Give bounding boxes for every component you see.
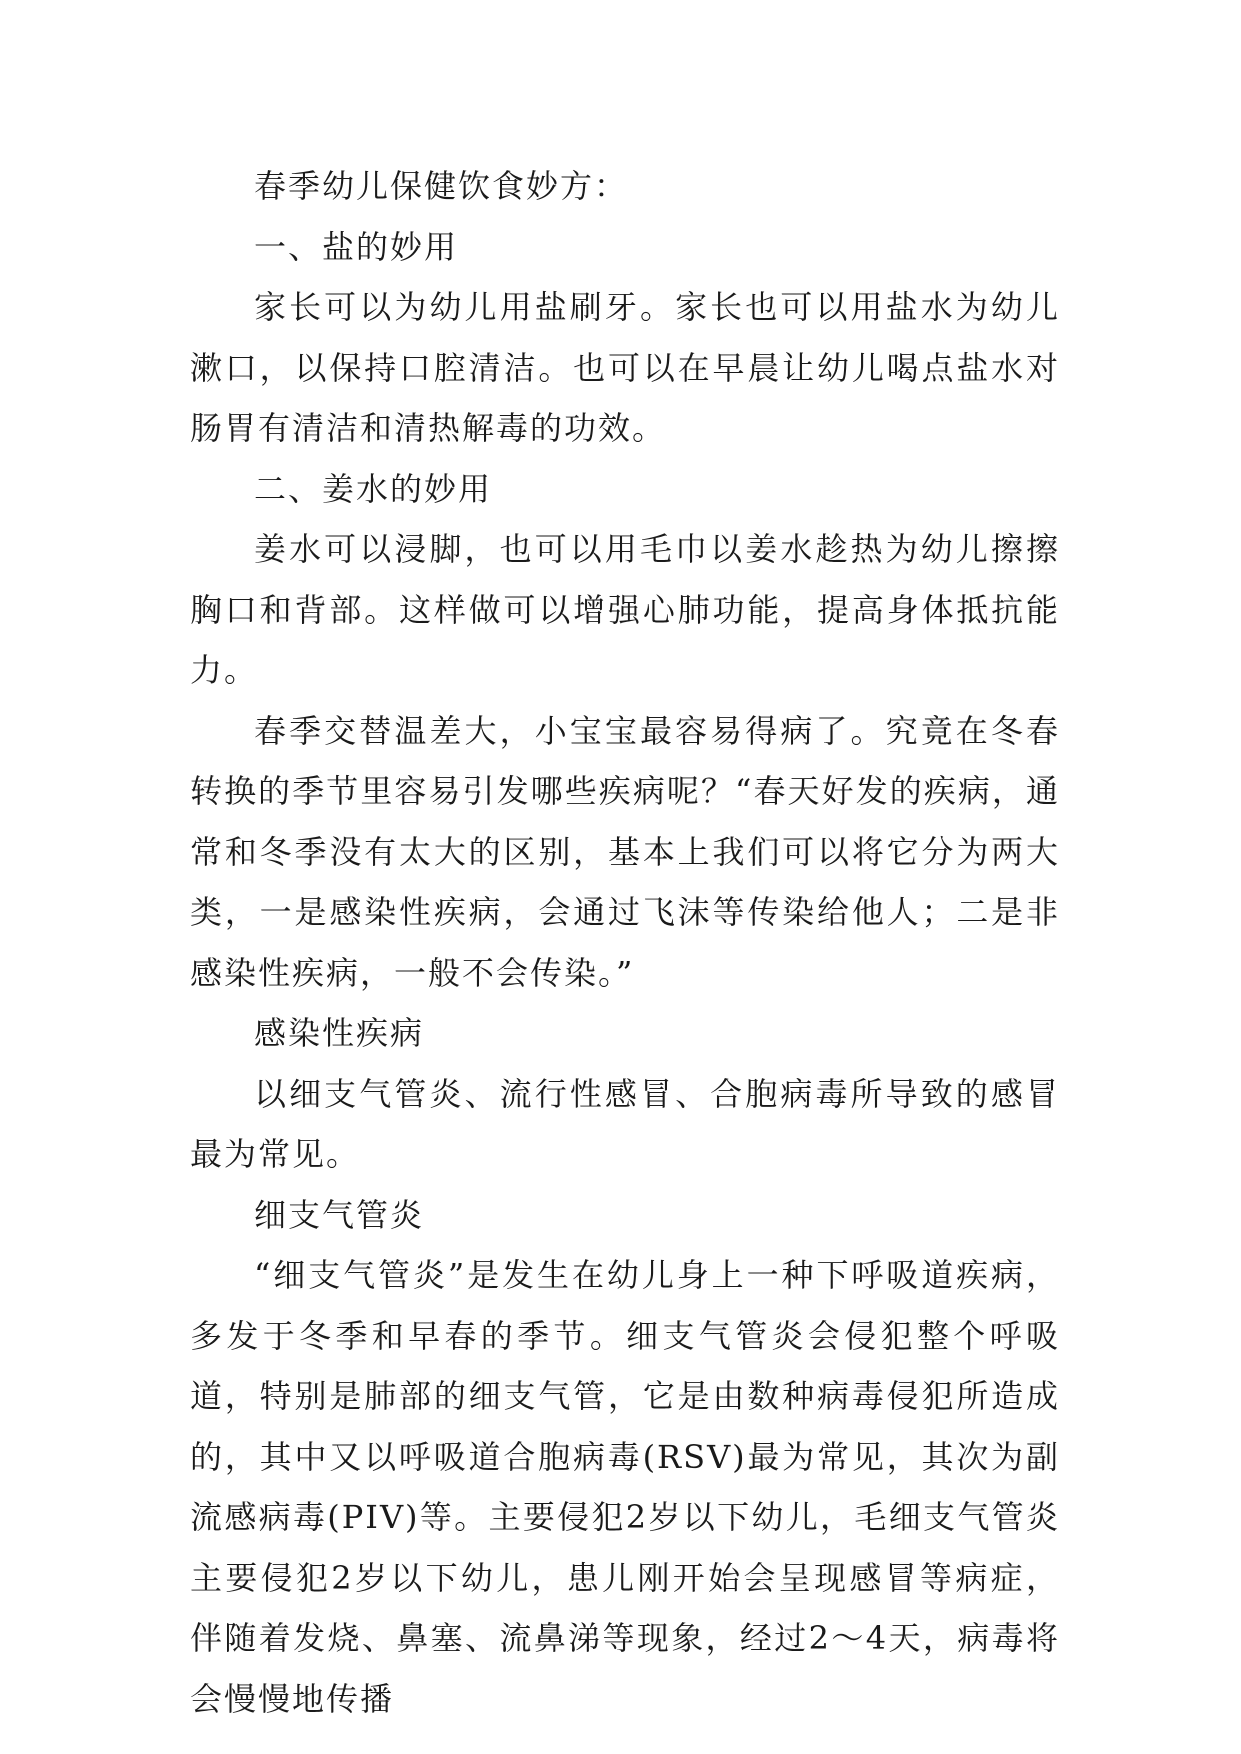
intro-heading: 春季幼儿保健饮食妙方： <box>254 167 629 205</box>
paragraph-salt: 家长可以为幼儿用盐刷牙。家长也可以用盐水为幼儿漱口，以保持口腔清洁。也可以在早晨让幼儿喝点盐水对肠胃有清洁和清热解毒的功效。 <box>190 288 1060 447</box>
document-body <box>190 156 1060 1729</box>
paragraph-infectious: 以细支气管炎、流行性感冒、合胞病毒所导致的感冒最为常见。 <box>190 1074 1060 1173</box>
paragraph-bronchiolitis: “细支气管炎”是发生在幼儿身上一种下呼吸道疾病，多发于冬季和早春的季节。细支气管炎会侵犯整个呼吸道，特别是肺部的细支气管，它是由数种病毒侵犯所造成的，其中又以呼吸道合胞病毒(RSV)最为常见，其次为副流感病毒(PIV)等。主要侵犯2岁以下幼儿，毛细支气管炎主要侵犯2岁以下幼儿，患儿刚开始会呈现感冒等病症，伴随着发烧、鼻塞、流鼻涕等现象，经过2～4天，病毒将会慢慢地传播 <box>190 1256 1060 1718</box>
paragraph-spring-diseases: 春季交替温差大，小宝宝最容易得病了。究竟在冬春转换的季节里容易引发哪些疾病呢？“春天好发的疾病，通常和冬季没有太大的区别，基本上我们可以将它分为两大类，一是感染性疾病，会通过飞沫等传染给他人；二是非感染性疾病，一般不会传染。” <box>190 711 1060 992</box>
section-heading-bronchiolitis: 细支气管炎 <box>254 1195 425 1234</box>
section-heading-ginger: 二、姜水的妙用 <box>254 469 493 508</box>
section-heading-salt: 一、盐的妙用 <box>254 227 459 266</box>
paragraph-ginger: 姜水可以浸脚，也可以用毛巾以姜水趁热为幼儿擦擦胸口和背部。这样做可以增强心肺功能，提高身体抵抗能力。 <box>190 530 1060 689</box>
section-heading-infectious: 感染性疾病 <box>254 1014 425 1052</box>
